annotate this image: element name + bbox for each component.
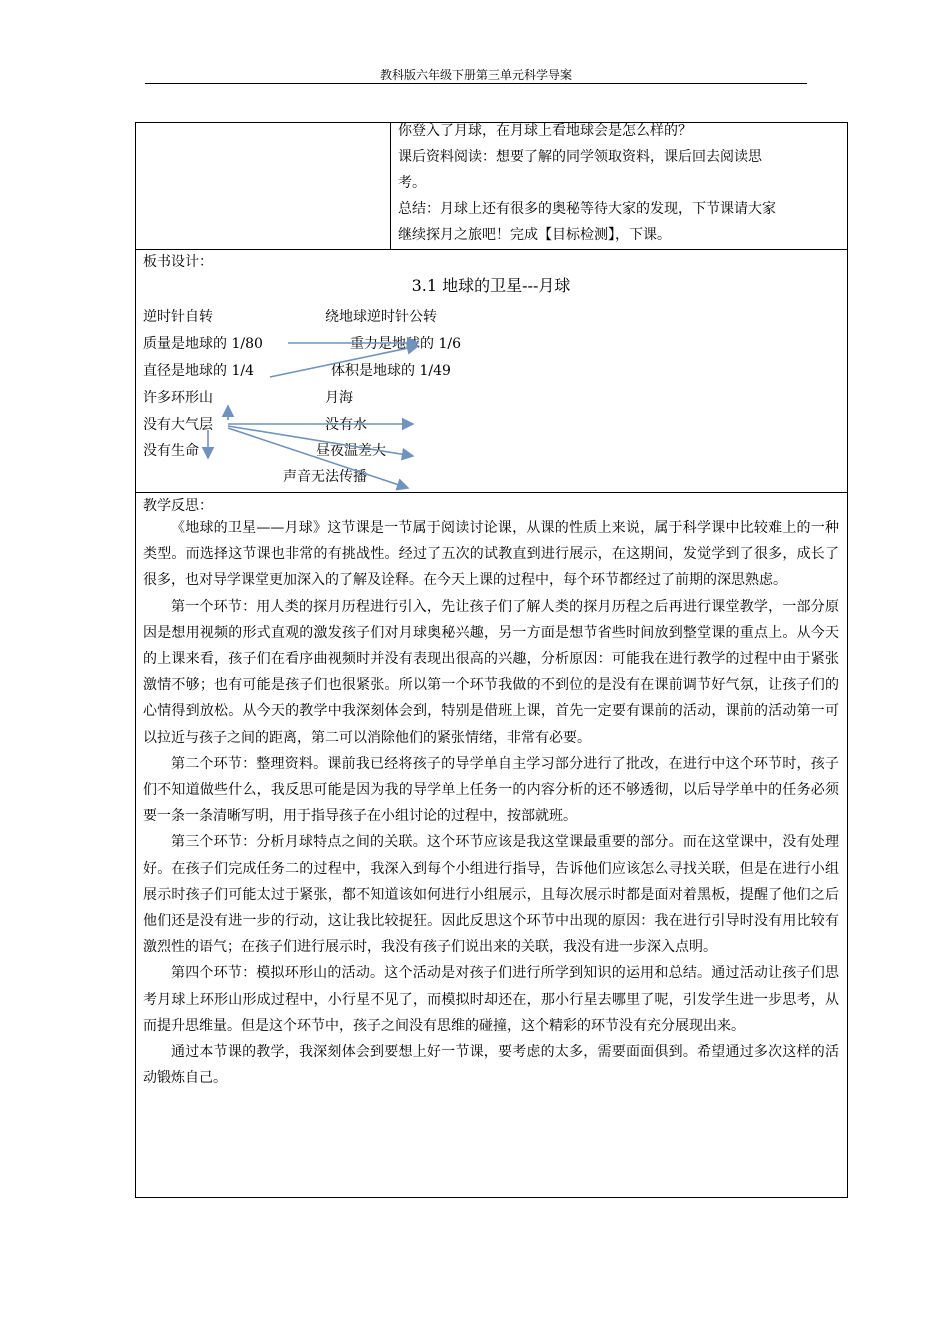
top-line: 继续探月之旅吧！完成【目标检测】，下课。 (398, 227, 671, 243)
board-title: 3.1 地球的卫星---月球 (411, 276, 571, 295)
board-right-item: 重力是地球的 1/6 (350, 336, 461, 352)
top-line: 总结：月球上还有很多的奥秘等待大家的发现，下节课请大家 (398, 201, 776, 217)
reflection-paragraph: 第四个环节：模拟环形山的活动。这个活动是对孩子们进行所学到知识的运用和总结。通过活动让孩子们思考月球上环形山形成过程中，小行星不见了，而模拟时却还在，那小行星去哪里了呢，引发学生进一步思考，从而提升思维量。但是这个环节中，孩子之间没有思维的碰撞，这个精彩的环节没有充分展现出来。 (143, 965, 839, 1034)
board-left-item: 许多环形山 (143, 390, 213, 406)
board-left-item: 没有生命 (143, 443, 199, 459)
reflection-paragraph: 通过本节课的教学，我深刻体会到要想上好一节课，要考虑的太多，需要面面俱到。希望通过多次这样的活动锻炼自己。 (143, 1044, 839, 1087)
top-row-left-cell (135, 122, 391, 250)
board-left-item: 质量是地球的 1/80 (143, 336, 263, 352)
board-label: 板书设计： (143, 254, 213, 270)
board-right-item: 月海 (325, 390, 353, 406)
board-right-item: 没有水 (325, 417, 367, 433)
reflection-paragraph: 第一个环节：用人类的探月历程进行引入，先让孩子们了解人类的探月历程之后再进行课堂教学，一部分原因是想用视频的形式直观的激发孩子们对月球奥秘兴趣，另一方面是想节省些时间放到整堂课的重点上。从今天的上课来看，孩子们在看序曲视频时并没有表现出很高的兴趣，分析原因：可能我在进行教学的过程中由于紧张激情不够；也有可能是孩子们也很紧张。所以第一个环节我做的不到位的是没有在课前调节好气氛，让孩子们的心情得到放松。从今天的教学中我深刻体会到，特别是借班上课，首先一定要有课前的活动，课前的活动第一可以拉近与孩子之间的距离，第二可以消除他们的紧张情绪，非常有必要。 (143, 598, 839, 746)
reflection-body (143, 515, 839, 1091)
top-line: 课后资料阅读：想要了解的同学领取资料，课后回去阅读思 (398, 149, 762, 165)
reflection-paragraph: 第三个环节：分析月球特点之间的关联。这个环节应该是我这堂课最重要的部分。而在这堂课中，没有处理好。在孩子们完成任务二的过程中，我深入到每个小组进行指导，告诉他们应该怎么寻找关联，但是在进行小组展示时孩子们可能太过于紧张，都不知道该如何进行小组展示，且每次展示时都是面对着黑板，提醒了他们之后他们还是没有进一步的行动，这让我比较捉狂。因此反思这个环节中出现的原因：我在进行引导时没有用比较有激烈性的语气；在孩子们进行展示时，我没有孩子们说出来的关联，我没有进一步深入点明。 (143, 834, 839, 956)
board-left-item: 没有大气层 (143, 417, 213, 433)
board-right-item: 体积是地球的 1/49 (331, 363, 451, 379)
top-cell-text (398, 118, 844, 248)
page-header: 教科版六年级下册第三单元科学导案 (379, 68, 572, 82)
reflection-paragraph: 第二个环节：整理资料。课前我已经将孩子的导学单自主学习部分进行了批改，在进行中这个环节时，孩子们不知道做些什么，我反思可能是因为我的导学单上任务一的内容分析的还不够透彻，以后导学单中的任务必须要一条一条清晰写明，用于指导孩子在小组讨论的过程中，按部就班。 (143, 755, 839, 825)
board-left-item: 直径是地球的 1/4 (143, 363, 254, 379)
reflection-paragraph: 《地球的卫星——月球》这节课是一节属于阅读讨论课，从课的性质上来说，属于科学课中比较难上的一种类型。而选择这节课也非常的有挑战性。经过了五次的试教直到进行展示，在这期间，发觉学到了很多，成长了很多，也对导学课堂更加深入的了解及诠释。在今天上课的过程中，每个环节都经过了前期的深思熟虑。 (143, 520, 839, 589)
top-line: 考。 (398, 175, 426, 191)
top-line: 你登入了月球，在月球上看地球会是怎么样的？ (398, 123, 692, 139)
header-rule (145, 83, 807, 84)
board-right-item: 昼夜温差大 (316, 443, 386, 459)
board-left-item: 逆时针自转 (143, 309, 213, 325)
board-right-item: 声音无法传播 (283, 469, 367, 485)
board-right-item: 绕地球逆时针公转 (325, 309, 437, 325)
reflection-label: 教学反思： (143, 498, 213, 514)
